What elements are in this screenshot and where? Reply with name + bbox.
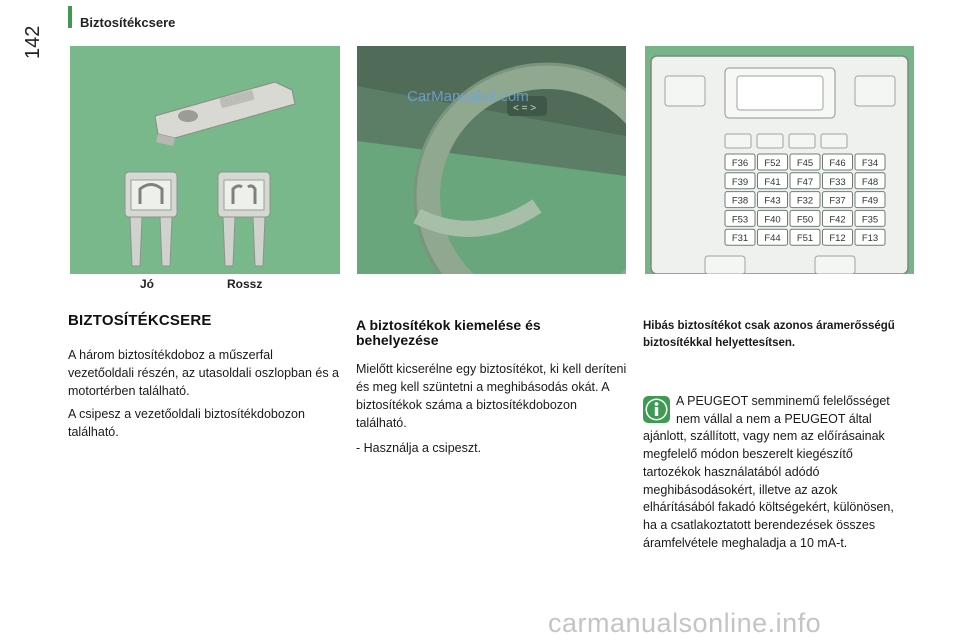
removal-text: Mielőtt kicserélne egy biztosítékot, ki kell deríteni és meg kell szüntetni a meghibásodás okát. A biztosítékok száma a biztosítékdobozon található.: [356, 362, 627, 430]
fuse-slot-label: F13: [861, 233, 879, 245]
removal-title: A biztosítékok kiemelése és behelyezése: [356, 317, 541, 348]
info-warning-text: A PEUGEOT semminemű felelősséget nem vállal a nem a PEUGEOT által ajánlott, szállított, vagy nem az előírásainak megfelelő módon beszerelt kiegészítő tartozékok használatából adódó meghibásodásokért, illetve az azok elhárításából fakadó költségekért, különösen, ha a csatlakoztatott berendezések összes áramfelvétele meghaladja a 10 mA-t.: [643, 394, 894, 550]
removal-body: [356, 360, 628, 464]
fuse-grid: [725, 154, 885, 245]
fuse-slot-label: F50: [796, 214, 814, 226]
same-rating-note: Hibás biztosítékot csak azonos áramerősségű biztosítékkal helyettesítsen.: [643, 320, 895, 349]
fuse-slot-label: F45: [796, 158, 814, 169]
fuse-slot-label: F37: [829, 195, 846, 207]
good-fuse-label: Jó: [140, 277, 155, 291]
fuse-slot-label: F41: [764, 176, 781, 188]
fuse-slot-label: F32: [796, 195, 814, 207]
fuse-tweezers-illustration: [70, 46, 340, 274]
fuse-slot-label: F51: [796, 233, 814, 245]
fuse-change-body: [68, 346, 340, 446]
fuse-slot-label: F49: [861, 195, 879, 207]
fuse-slot-label: F38: [731, 195, 749, 207]
info-warning-block: [643, 393, 911, 552]
header-accent-bar: [68, 6, 72, 28]
footer-watermark: carmanualsonline.info: [548, 608, 822, 638]
fusebox-svg: [645, 46, 914, 274]
fuse-slot-label: F33: [829, 176, 846, 188]
section-title: Biztosítékcsere: [80, 15, 176, 30]
fuse-slot-label: F36: [731, 158, 749, 169]
fuse-slot-label: F35: [861, 214, 879, 226]
fuse-slot-label: F43: [764, 195, 781, 207]
fuse-illustration-svg: [70, 46, 340, 274]
tweezers-icon: [155, 82, 295, 146]
fuse-slot-label: F40: [764, 214, 781, 226]
fuse-slot-label: F47: [796, 176, 814, 188]
dashboard-svg: [357, 46, 626, 274]
fuse-slot-label: F48: [861, 176, 879, 188]
use-tweezers-text: - Használja a csipeszt.: [356, 441, 482, 455]
blown-fuse-icon: [218, 172, 270, 266]
carmanuals-watermark: CarManuals2.com: [407, 88, 529, 105]
fuse-box-location-text: A három biztosítékdoboz a műszerfal vezetőoldali részén, az utasoldali oszlopban és a motortérben található.: [68, 348, 340, 398]
fuse-slot-label: F42: [829, 214, 846, 226]
fuse-slot-label: F52: [764, 158, 781, 169]
blown-fuse-label: Rossz: [227, 277, 263, 291]
fuse-slot-label: F46: [829, 158, 846, 169]
fusebox-illustration: [645, 46, 914, 274]
fuse-slot-label: F31: [731, 233, 749, 245]
fuse-slot-label: F39: [731, 176, 749, 188]
dashboard-illustration: [357, 46, 626, 274]
fuse-slot-label: F44: [764, 233, 781, 245]
svg-text:< = >: < = >: [513, 103, 537, 114]
good-fuse-icon: [125, 172, 177, 266]
fuse-change-title: BIZTOSÍTÉKCSERE: [68, 312, 212, 329]
page-number: 142: [22, 25, 44, 59]
fuse-slot-label: F34: [861, 158, 879, 169]
fuse-slot-label: F12: [829, 233, 846, 245]
fuse-slot-label: F53: [731, 214, 749, 226]
tweezers-location-text: A csipesz a vezetőoldali biztosítékdobozon található.: [68, 407, 305, 439]
